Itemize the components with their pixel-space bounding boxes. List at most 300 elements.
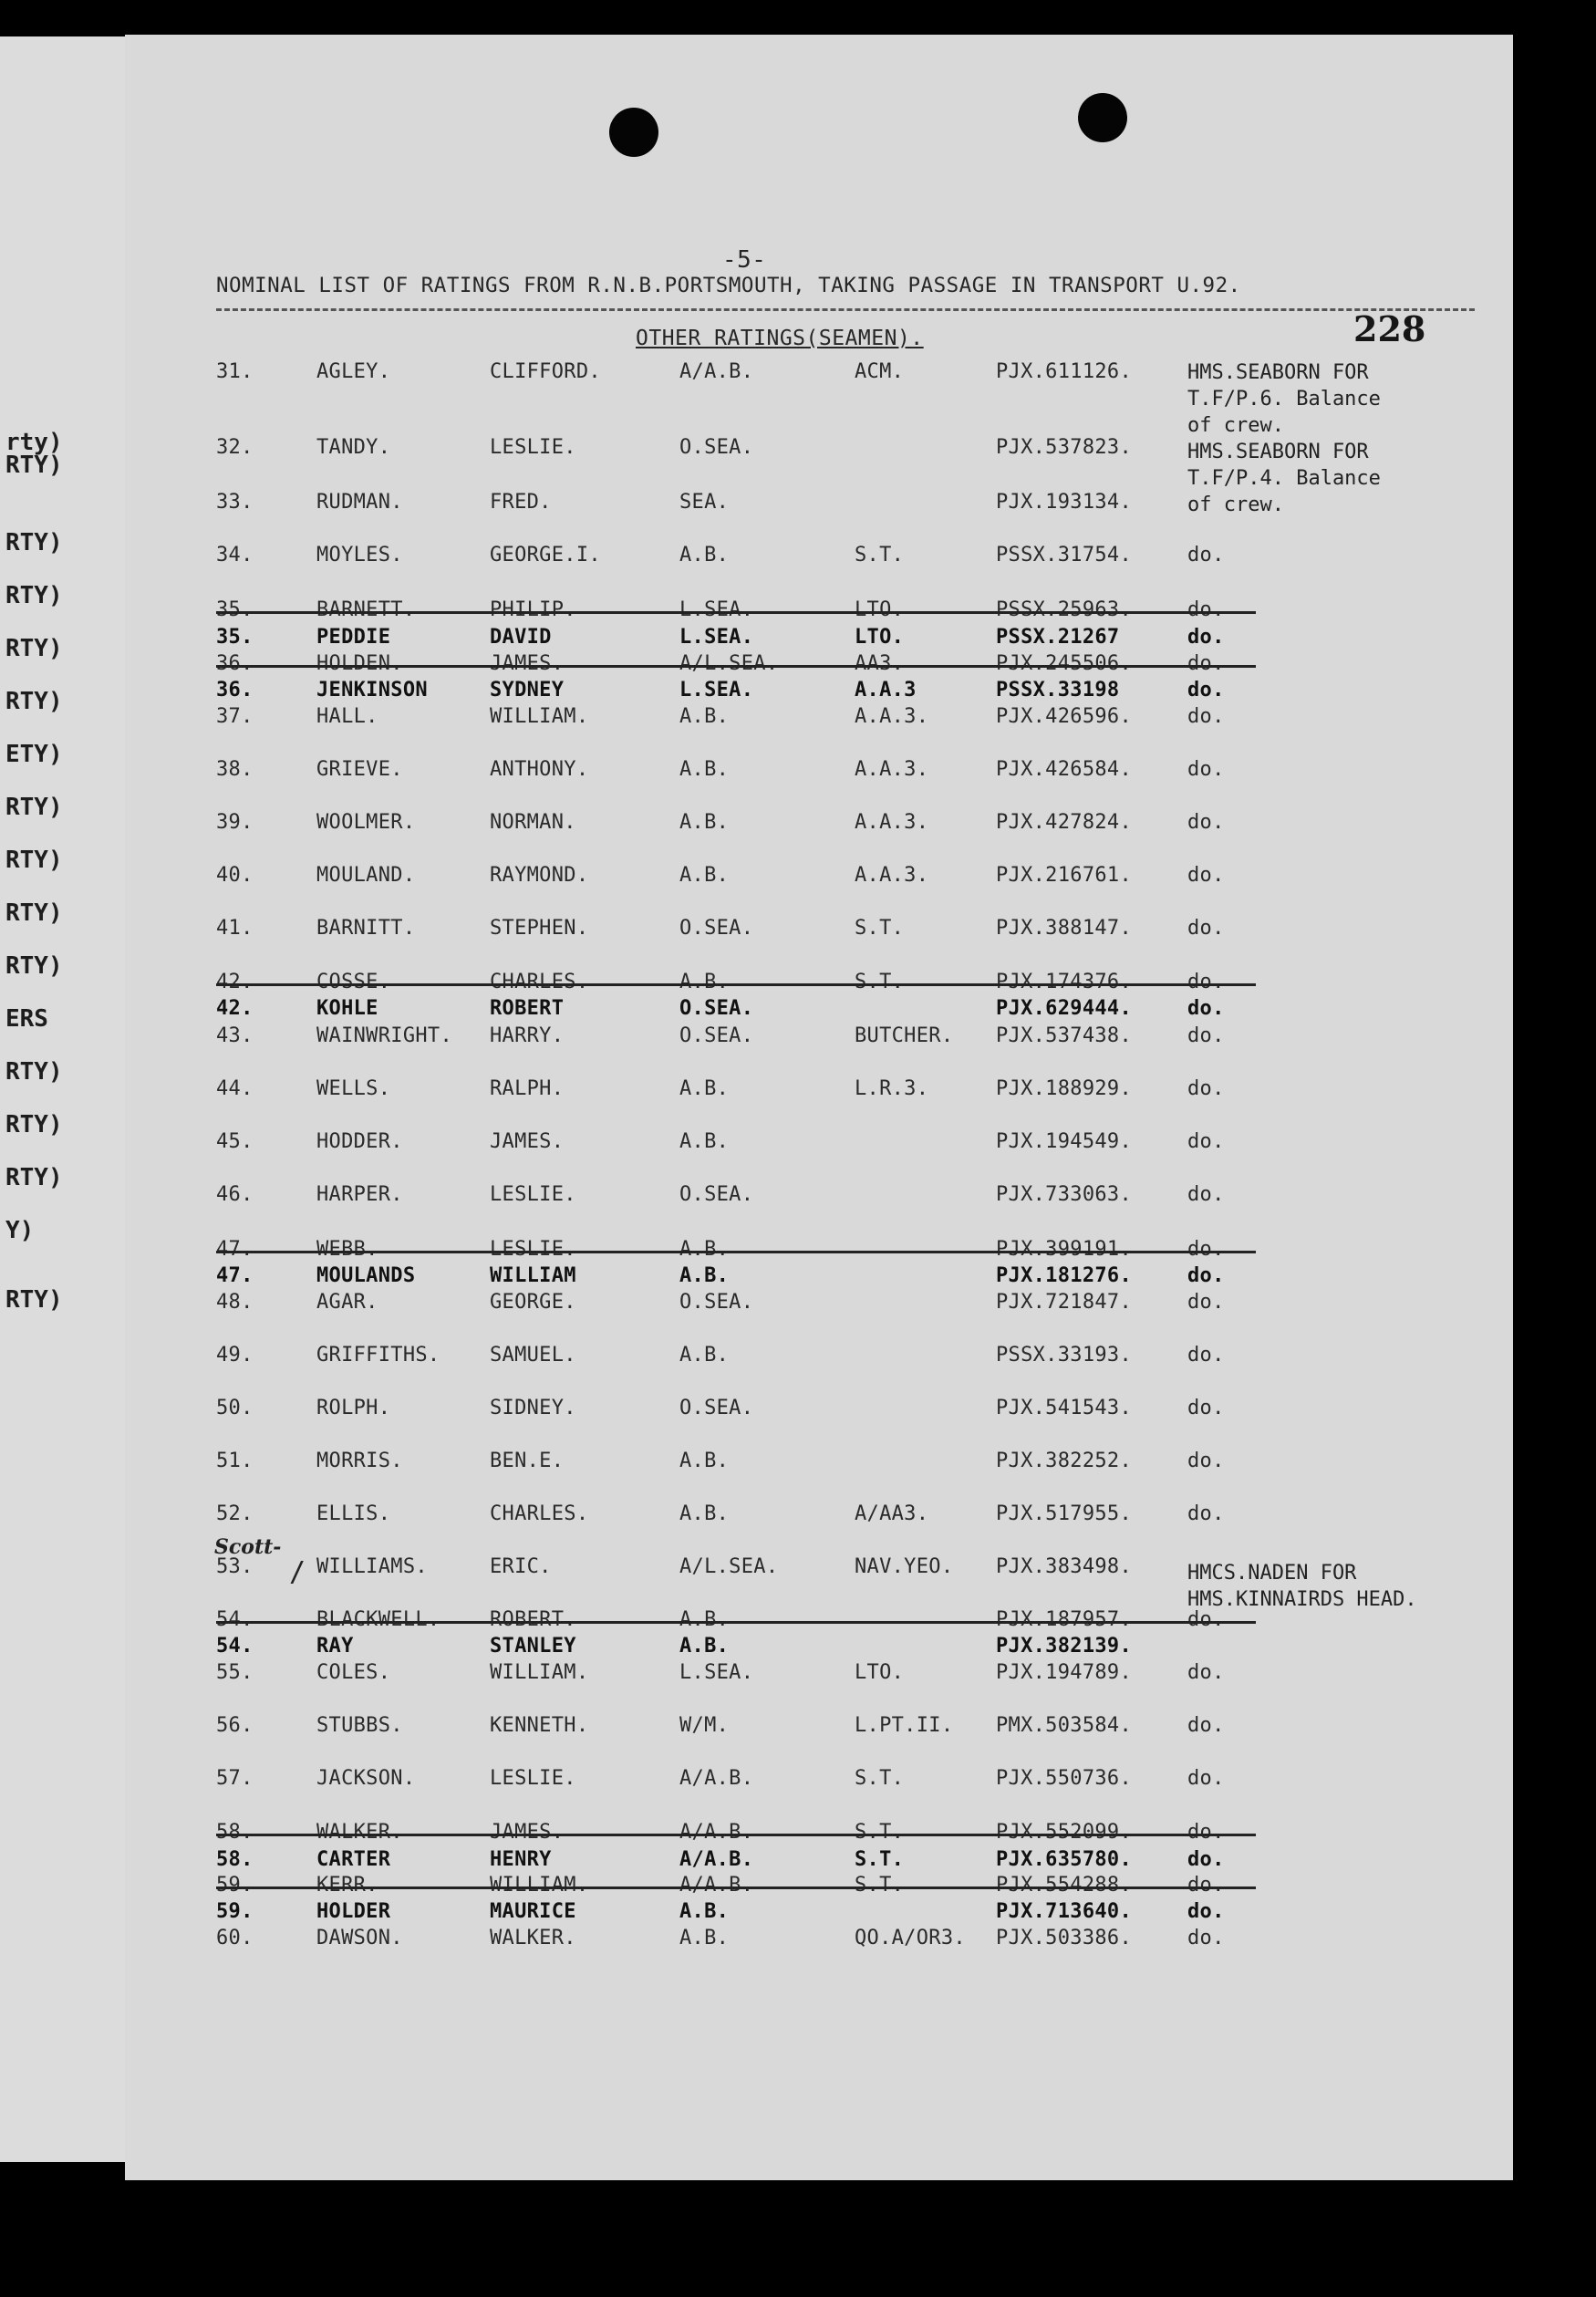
- cell-rating: A/A.B.: [679, 1767, 754, 1790]
- cell-surname: MOYLES.: [316, 544, 403, 566]
- dashed-rule: [216, 308, 1475, 311]
- table-row-struck: [125, 598, 1513, 628]
- cell-remarks: do.: [1187, 758, 1225, 781]
- cell-surname: HARPER.: [316, 1183, 403, 1206]
- cell-surname: MORRIS.: [316, 1450, 403, 1472]
- table-row: [125, 997, 1513, 1026]
- cell-no: 47.: [216, 1264, 254, 1287]
- cell-rating: L.SEA.: [679, 626, 754, 649]
- cell-surname: CARTER: [316, 1848, 391, 1871]
- cell-first: LESLIE.: [490, 1238, 576, 1261]
- cell-remarks: do.: [1187, 997, 1225, 1020]
- section-heading: OTHER RATINGS(SEAMEN).: [636, 327, 924, 350]
- cell-first: RALPH.: [490, 1077, 565, 1100]
- cell-branch: A.A.3.: [855, 758, 929, 781]
- cell-first: WALKER.: [490, 1927, 576, 1949]
- cell-rating: A.B.: [679, 864, 730, 887]
- cell-remarks: do.: [1187, 1183, 1225, 1206]
- cell-remarks: do.: [1187, 971, 1225, 993]
- cell-rating: A/A.B.: [679, 360, 754, 383]
- cell-rating: A.B.: [679, 971, 730, 993]
- cell-first: KENNETH.: [490, 1714, 589, 1737]
- cell-rating: A/A.B.: [679, 1821, 754, 1844]
- cell-remarks: do.: [1187, 1661, 1225, 1684]
- cell-no: 48.: [216, 1291, 254, 1314]
- cell-official-no: PJX.552099.: [996, 1821, 1132, 1844]
- cell-rating: O.SEA.: [679, 1291, 754, 1314]
- cell-branch: L.R.3.: [855, 1077, 929, 1100]
- cell-no: 58.: [216, 1821, 254, 1844]
- cell-surname: HODDER.: [316, 1130, 403, 1153]
- cell-remarks: do.: [1187, 1714, 1225, 1737]
- cell-rating: A.B.: [679, 1238, 730, 1261]
- page-number-top: -5-: [722, 246, 767, 274]
- margin-fragment: RTY): [5, 688, 63, 715]
- cell-first: HENRY: [490, 1848, 552, 1871]
- cell-surname: KOHLE: [316, 997, 378, 1020]
- cell-branch: AA3.: [855, 652, 905, 675]
- table-row: [125, 1130, 1513, 1159]
- cell-official-no: PJX.193134.: [996, 491, 1132, 514]
- cell-rating: A.B.: [679, 1900, 730, 1923]
- cell-rating: A.B.: [679, 1130, 730, 1153]
- cell-no: 59.: [216, 1900, 254, 1923]
- cell-remarks: do.: [1187, 1821, 1225, 1844]
- cell-first: ERIC.: [490, 1555, 552, 1578]
- cell-official-no: PJX.537438.: [996, 1024, 1132, 1047]
- cell-surname: COLES.: [316, 1661, 391, 1684]
- cell-no: 49.: [216, 1344, 254, 1367]
- margin-fragment: Y): [5, 1217, 35, 1244]
- cell-official-no: PJX.537823.: [996, 436, 1132, 459]
- cell-official-no: PJX.194789.: [996, 1661, 1132, 1684]
- cell-no: 56.: [216, 1714, 254, 1737]
- cell-branch: BUTCHER.: [855, 1024, 954, 1047]
- cell-rating: A.B.: [679, 1927, 730, 1949]
- cell-no: 46.: [216, 1183, 254, 1206]
- cell-surname: JENKINSON: [316, 679, 428, 702]
- cell-remarks: do.: [1187, 1874, 1225, 1897]
- cell-no: 39.: [216, 811, 254, 834]
- cell-no: 40.: [216, 864, 254, 887]
- cell-rating: A.B.: [679, 705, 730, 728]
- cell-surname: BARNITT.: [316, 917, 416, 940]
- cell-official-no: PJX.426584.: [996, 758, 1132, 781]
- cell-first: SAMUEL.: [490, 1344, 576, 1367]
- punch-hole: [1078, 93, 1127, 142]
- cell-first: WILLIAM.: [490, 1661, 589, 1684]
- cell-official-no: PJX.550736.: [996, 1767, 1132, 1790]
- cell-no: 58.: [216, 1848, 254, 1871]
- cell-remarks: do.: [1187, 679, 1225, 702]
- cell-surname: AGAR.: [316, 1291, 378, 1314]
- cell-remarks: do.: [1187, 1024, 1225, 1047]
- cell-no: 38.: [216, 758, 254, 781]
- cell-first: MAURICE: [490, 1900, 576, 1923]
- margin-fragment: RTY): [5, 1164, 63, 1191]
- cell-surname: HOLDER: [316, 1900, 391, 1923]
- cell-official-no: PJX.388147.: [996, 917, 1132, 940]
- cell-rating: A/A.B.: [679, 1874, 754, 1897]
- table-row: [125, 544, 1513, 573]
- table-row: [125, 1502, 1513, 1532]
- adjacent-page-edge: [0, 36, 130, 2162]
- cell-rating: A/L.SEA.: [679, 652, 779, 675]
- cell-branch: LTO.: [855, 598, 905, 621]
- margin-fragment: RTY): [5, 1058, 63, 1086]
- cell-official-no: PJX.174376.: [996, 971, 1132, 993]
- cell-branch: A.A.3.: [855, 864, 929, 887]
- cell-surname: GRIEVE.: [316, 758, 403, 781]
- table-row: [125, 1397, 1513, 1426]
- cell-remarks: do.: [1187, 705, 1225, 728]
- cell-no: 35.: [216, 626, 254, 649]
- cell-rating: A.B.: [679, 811, 730, 834]
- cell-remarks: do.: [1187, 1927, 1225, 1949]
- cell-branch: NAV.YEO.: [855, 1555, 954, 1578]
- cell-remarks: do.: [1187, 544, 1225, 566]
- cell-no: 45.: [216, 1130, 254, 1153]
- cell-no: 36.: [216, 679, 254, 702]
- cell-surname: KERR.: [316, 1874, 378, 1897]
- table-row: [125, 679, 1513, 708]
- cell-first: DAVID: [490, 626, 552, 649]
- cell-official-no: PJX.503386.: [996, 1927, 1132, 1949]
- table-row: [125, 1183, 1513, 1212]
- handwritten-annotation: Scott-: [214, 1535, 282, 1559]
- cell-remarks: do.: [1187, 1502, 1225, 1525]
- cell-first: NORMAN.: [490, 811, 576, 834]
- table-row: [125, 1344, 1513, 1373]
- cell-branch: S.T.: [855, 544, 905, 566]
- cell-rating: A.B.: [679, 1344, 730, 1367]
- cell-first: WILLIAM.: [490, 705, 589, 728]
- cell-no: 59.: [216, 1874, 254, 1897]
- cell-first: WILLIAM: [490, 1264, 576, 1287]
- cell-first: JAMES.: [490, 652, 565, 675]
- table-row: [125, 917, 1513, 946]
- cell-rating: O.SEA.: [679, 1024, 754, 1047]
- cell-no: 36.: [216, 652, 254, 675]
- cell-branch: A.A.3.: [855, 705, 929, 728]
- table-row: [125, 1661, 1513, 1690]
- cell-branch: A.A.3.: [855, 811, 929, 834]
- cell-official-no: PJX.611126.: [996, 360, 1132, 383]
- table-row-struck: [125, 652, 1513, 681]
- cell-surname: STUBBS.: [316, 1714, 403, 1737]
- cell-branch: S.T.: [855, 917, 905, 940]
- cell-rating: A.B.: [679, 544, 730, 566]
- cell-branch: LTO.: [855, 626, 905, 649]
- cell-remarks: do.: [1187, 811, 1225, 834]
- cell-rating: A/A.B.: [679, 1848, 754, 1871]
- cell-branch: ACM.: [855, 360, 905, 383]
- cell-branch: S.T.: [855, 1848, 905, 1871]
- cell-rating: L.SEA.: [679, 679, 754, 702]
- margin-fragment: ERS: [5, 1005, 48, 1033]
- cell-first: SYDNEY: [490, 679, 565, 702]
- cell-official-no: PJX.733063.: [996, 1183, 1132, 1206]
- cell-rating: A/L.SEA.: [679, 1555, 779, 1578]
- folio-number: 228: [1353, 308, 1426, 349]
- cell-remarks: do.: [1187, 652, 1225, 675]
- cell-no: 31.: [216, 360, 254, 383]
- cell-first: ROBERT: [490, 997, 565, 1020]
- cell-first: BEN.E.: [490, 1450, 565, 1472]
- cell-surname: RUDMAN.: [316, 491, 403, 514]
- cell-surname: WALKER.: [316, 1821, 403, 1844]
- cell-first: ROBERT.: [490, 1608, 576, 1631]
- cell-remarks: do.: [1187, 598, 1225, 621]
- cell-surname: DAWSON.: [316, 1927, 403, 1949]
- cell-official-no: PJX.181276.: [996, 1264, 1132, 1287]
- cell-surname: HOLDEN.: [316, 652, 403, 675]
- cell-official-no: PJX.629444.: [996, 997, 1132, 1020]
- cell-first: GEORGE.I.: [490, 544, 601, 566]
- cell-official-no: PJX.541543.: [996, 1397, 1132, 1419]
- cell-branch: S.T.: [855, 1874, 905, 1897]
- cell-first: ANTHONY.: [490, 758, 589, 781]
- margin-fragment: RTY): [5, 899, 63, 927]
- cell-rating: W/M.: [679, 1714, 730, 1737]
- cell-first: RAYMOND.: [490, 864, 589, 887]
- cell-official-no: PJX.245506.: [996, 652, 1132, 675]
- cell-first: GEORGE.: [490, 1291, 576, 1314]
- cell-official-no: PJX.635780.: [996, 1848, 1132, 1871]
- cell-first: STEPHEN.: [490, 917, 589, 940]
- cell-first: LESLIE.: [490, 1767, 576, 1790]
- cell-no: 57.: [216, 1767, 254, 1790]
- cell-rating: A.B.: [679, 1635, 730, 1658]
- cell-remarks: do.: [1187, 1608, 1225, 1631]
- cell-official-no: PJX.517955.: [996, 1502, 1132, 1525]
- cell-surname: COSSE.: [316, 971, 391, 993]
- cell-surname: ROLPH.: [316, 1397, 391, 1419]
- cell-first: WILLIAM.: [490, 1874, 589, 1897]
- cell-surname: TANDY.: [316, 436, 391, 459]
- table-row: [125, 811, 1513, 840]
- cell-no: 42.: [216, 971, 254, 993]
- cell-branch: S.T.: [855, 1767, 905, 1790]
- cell-no: 44.: [216, 1077, 254, 1100]
- table-row: [125, 1291, 1513, 1320]
- cell-branch: L.PT.II.: [855, 1714, 954, 1737]
- margin-fragment: RTY): [5, 794, 63, 821]
- table-row: [125, 1077, 1513, 1107]
- cell-no: 54.: [216, 1635, 254, 1658]
- cell-surname: JACKSON.: [316, 1767, 416, 1790]
- cell-first: LESLIE.: [490, 1183, 576, 1206]
- cell-rating: O.SEA.: [679, 997, 754, 1020]
- cell-remarks: do.: [1187, 1264, 1225, 1287]
- cell-no: 33.: [216, 491, 254, 514]
- cell-surname: GRIFFITHS.: [316, 1344, 440, 1367]
- cell-official-no: PJX.426596.: [996, 705, 1132, 728]
- cell-no: 60.: [216, 1927, 254, 1949]
- cell-branch: S.T.: [855, 1821, 905, 1844]
- cell-first: JAMES.: [490, 1130, 565, 1153]
- cell-rating: A.B.: [679, 1264, 730, 1287]
- cell-branch: LTO.: [855, 1661, 905, 1684]
- cell-rating: A.B.: [679, 1608, 730, 1631]
- margin-fragment: RTY): [5, 635, 63, 662]
- cell-remarks: do.: [1187, 1077, 1225, 1100]
- cell-remarks: do.: [1187, 1767, 1225, 1790]
- cell-official-no: PSSX.33193.: [996, 1344, 1132, 1367]
- cell-remarks: do.: [1187, 1900, 1225, 1923]
- cell-rating: O.SEA.: [679, 917, 754, 940]
- cell-no: 52.: [216, 1502, 254, 1525]
- cell-official-no: PSSX.25963.: [996, 598, 1132, 621]
- cell-rating: O.SEA.: [679, 1397, 754, 1419]
- cell-surname: WAINWRIGHT.: [316, 1024, 452, 1047]
- cell-official-no: PSSX.33198: [996, 679, 1120, 702]
- cell-official-no: PJX.399191.: [996, 1238, 1132, 1261]
- cell-rating: L.SEA.: [679, 598, 754, 621]
- cell-surname: WILLIAMS.: [316, 1555, 428, 1578]
- margin-fragment: rty): [5, 429, 63, 456]
- margin-fragment: RTY): [5, 452, 63, 479]
- cell-rating: O.SEA.: [679, 436, 754, 459]
- cell-no: 37.: [216, 705, 254, 728]
- cell-remarks: do.: [1187, 1130, 1225, 1153]
- cell-no: 53.: [216, 1555, 254, 1578]
- cell-remarks: do.: [1187, 626, 1225, 649]
- cell-branch: A.A.3: [855, 679, 917, 702]
- cell-branch: A/AA3.: [855, 1502, 929, 1525]
- table-row-struck: [125, 971, 1513, 1000]
- table-row: [125, 1024, 1513, 1054]
- cell-surname: BARNETT.: [316, 598, 416, 621]
- cell-surname: MOULANDS: [316, 1264, 416, 1287]
- cell-official-no: PJX.721847.: [996, 1291, 1132, 1314]
- cell-branch: QO.A/OR3.: [855, 1927, 966, 1949]
- cell-remarks: do.: [1187, 1344, 1225, 1367]
- table-row: [125, 1927, 1513, 1956]
- cell-rating: A.B.: [679, 1450, 730, 1472]
- margin-fragment: RTY): [5, 847, 63, 874]
- table-row: [125, 705, 1513, 734]
- cell-official-no: PJX.554288.: [996, 1874, 1132, 1897]
- cell-first: CHARLES.: [490, 1502, 589, 1525]
- cell-surname: WOOLMER.: [316, 811, 416, 834]
- cell-no: 41.: [216, 917, 254, 940]
- cell-remarks: do.: [1187, 1291, 1225, 1314]
- cell-first: FRED.: [490, 491, 552, 514]
- table-row: [125, 1767, 1513, 1796]
- table-row: [125, 1900, 1513, 1929]
- table-row: [125, 1714, 1513, 1743]
- cell-surname: ELLIS.: [316, 1502, 391, 1525]
- margin-fragment: RTY): [5, 1111, 63, 1138]
- handwritten-mark: /: [289, 1556, 306, 1588]
- table-row-struck: [125, 1238, 1513, 1267]
- cell-no: 42.: [216, 997, 254, 1020]
- table-row: [125, 1450, 1513, 1479]
- margin-fragment: RTY): [5, 952, 63, 980]
- cell-rating: L.SEA.: [679, 1661, 754, 1684]
- cell-official-no: PJX.194549.: [996, 1130, 1132, 1153]
- margin-fragment: ETY): [5, 741, 63, 768]
- punch-hole: [609, 108, 658, 157]
- cell-rating: A.B.: [679, 1502, 730, 1525]
- cell-no: 34.: [216, 544, 254, 566]
- cell-official-no: PJX.216761.: [996, 864, 1132, 887]
- cell-official-no: PSSX.21267: [996, 626, 1120, 649]
- document-page: [125, 35, 1513, 2180]
- cell-official-no: PJX.427824.: [996, 811, 1132, 834]
- cell-remarks: do.: [1187, 917, 1225, 940]
- cell-first: JAMES.: [490, 1821, 565, 1844]
- cell-official-no: PJX.713640.: [996, 1900, 1132, 1923]
- cell-no: 54.: [216, 1608, 254, 1631]
- cell-branch: S.T.: [855, 971, 905, 993]
- cell-official-no: PJX.187957.: [996, 1608, 1132, 1631]
- cell-no: 35.: [216, 598, 254, 621]
- margin-fragment: RTY): [5, 529, 63, 556]
- cell-first: HARRY.: [490, 1024, 565, 1047]
- cell-official-no: PJX.188929.: [996, 1077, 1132, 1100]
- cell-rating: A.B.: [679, 1077, 730, 1100]
- table-row-struck: [125, 1874, 1513, 1903]
- cell-no: 47.: [216, 1238, 254, 1261]
- cell-surname: RAY: [316, 1635, 354, 1658]
- cell-official-no: PJX.383498.: [996, 1555, 1132, 1578]
- cell-rating: A.B.: [679, 758, 730, 781]
- cell-remarks: do.: [1187, 864, 1225, 887]
- cell-first: LESLIE.: [490, 436, 576, 459]
- remark-seaborn-6: HMS.SEABORN FOR T.F/P.6. Balance of crew.: [1187, 361, 1381, 437]
- cell-first: PHILIP.: [490, 598, 576, 621]
- table-row-struck: [125, 1821, 1513, 1850]
- cell-surname: BLACKWELL.: [316, 1608, 440, 1631]
- list-title: NOMINAL LIST OF RATINGS FROM R.N.B.PORTSMOUTH, TAKING PASSAGE IN TRANSPORT U.92.: [216, 274, 1241, 297]
- table-row: [125, 758, 1513, 787]
- cell-surname: WELLS.: [316, 1077, 391, 1100]
- cell-remarks: do.: [1187, 1450, 1225, 1472]
- remark-seaborn-4: HMS.SEABORN FOR T.F/P.4. Balance of crew.: [1187, 441, 1381, 516]
- table-row: [125, 1635, 1513, 1664]
- table-row: [125, 1264, 1513, 1294]
- cell-official-no: PJX.382252.: [996, 1450, 1132, 1472]
- cell-official-no: PSSX.31754.: [996, 544, 1132, 566]
- cell-surname: PEDDIE: [316, 626, 391, 649]
- cell-no: 50.: [216, 1397, 254, 1419]
- cell-first: CLIFFORD.: [490, 360, 601, 383]
- cell-official-no: PMX.503584.: [996, 1714, 1132, 1737]
- table-row: [125, 864, 1513, 893]
- cell-first: SIDNEY.: [490, 1397, 576, 1419]
- cell-surname: HALL.: [316, 705, 378, 728]
- cell-no: 51.: [216, 1450, 254, 1472]
- cell-surname: MOULAND.: [316, 864, 416, 887]
- cell-remarks: do.: [1187, 1848, 1225, 1871]
- cell-rating: O.SEA.: [679, 1183, 754, 1206]
- cell-official-no: PJX.382139.: [996, 1635, 1132, 1658]
- cell-remarks: do.: [1187, 1238, 1225, 1261]
- margin-fragment: RTY): [5, 1286, 63, 1314]
- cell-no: 32.: [216, 436, 254, 459]
- cell-surname: WEBB.: [316, 1238, 378, 1261]
- cell-no: 43.: [216, 1024, 254, 1047]
- remark-naden: HMCS.NADEN FOR HMS.KINNAIRDS HEAD.: [1187, 1562, 1417, 1611]
- margin-fragment: RTY): [5, 582, 63, 609]
- cell-remarks: do.: [1187, 1397, 1225, 1419]
- table-row: [125, 626, 1513, 655]
- cell-no: 55.: [216, 1661, 254, 1684]
- cell-first: STANLEY: [490, 1635, 576, 1658]
- cell-first: CHARLES.: [490, 971, 589, 993]
